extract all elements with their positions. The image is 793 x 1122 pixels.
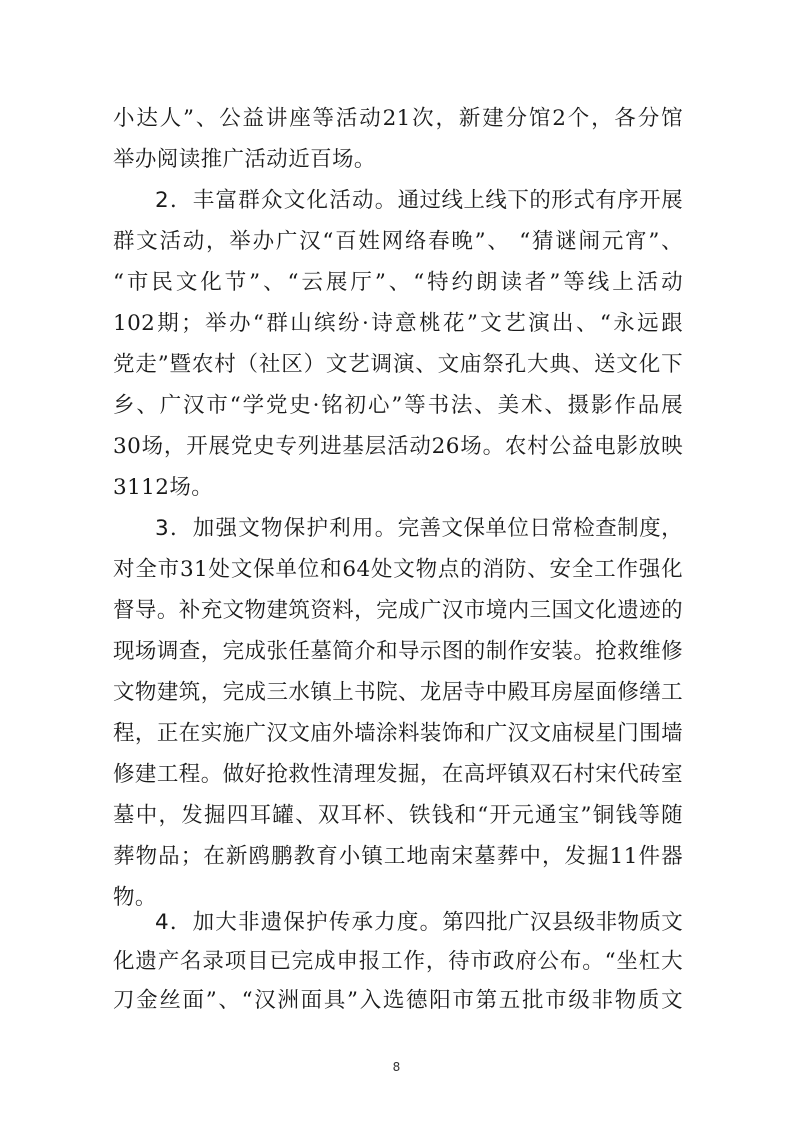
paragraph-first-line (155, 184, 683, 218)
section-heading: 4．加大非遗保护传承力度。 (155, 910, 443, 935)
text-run: 通过线上线下的形式有序开展 (397, 188, 683, 213)
text-line: 30场，开展党史专列进基层活动26场。农村公益电影放映 (113, 434, 683, 459)
text-line: 对全市31处文保单位和64处文物点的消防、安全工作强化 (113, 557, 683, 582)
text-line: 程，正在实施广汉文庙外墙涂料装饰和广汉文庙棂星门围墙 (113, 721, 683, 746)
text-line: “市民文化节”、“云展厅”、“特约朗读者”等线上活动 (113, 270, 683, 295)
text-line: 墓中，发掘四耳罐、双耳杯、铁钱和“开元通宝”铜钱等随 (113, 803, 683, 828)
section-heading: 3．加强文物保护利用。 (155, 516, 398, 541)
page-number: 8 (392, 1060, 401, 1074)
text-run: 完善文保单位日常检查制度， (397, 516, 683, 541)
text-line: 党走”暨农村（社区）文艺调演、文庙祭孔大典、送文化下 (113, 352, 683, 377)
section-heading: 2．丰富群众文化活动。 (155, 188, 398, 213)
text-line: 督导。补充文物建筑资料，完成广汉市境内三国文化遗迹的 (113, 598, 683, 623)
text-line: 乡、广汉市“学党史·铭初心”等书法、美术、摄影作品展 (113, 393, 683, 418)
text-line: 3112场。 (113, 475, 214, 500)
text-line: 葬物品；在新鸥鹏教育小镇工地南宋墓葬中，发掘11件器 (113, 844, 683, 869)
text-line: 化遗产名录项目已完成申报工作，待市政府公布。“坐杠大 (113, 949, 683, 974)
paragraph-first-line (155, 906, 683, 940)
paragraph-first-line (155, 512, 683, 546)
text-line: 小达人”、公益讲座等活动21次，新建分馆2个，各分馆 (113, 106, 683, 131)
text-line: 举办阅读推广活动近百场。 (113, 147, 376, 172)
text-line: 群文活动，举办广汉“百姓网络春晚”、 “猜谜闹元宵”、 (113, 229, 683, 254)
text-line: 102期；举办“群山缤纷·诗意桃花”文艺演出、“永远跟 (113, 311, 683, 336)
text-line: 现场调查，完成张任墓简介和导示图的制作安装。抢救维修 (113, 639, 683, 664)
text-line: 刀金丝面”、“汉洲面具”入选德阳市第五批市级非物质文 (113, 988, 683, 1013)
text-run: 第四批广汉县级非物质文 (442, 910, 684, 935)
text-line: 文物建筑，完成三水镇上书院、龙居寺中殿耳房屋面修缮工 (113, 680, 683, 705)
text-line: 物。 (113, 885, 157, 910)
text-line: 修建工程。做好抢救性清理发掘，在高坪镇双石村宋代砖室 (113, 762, 683, 787)
